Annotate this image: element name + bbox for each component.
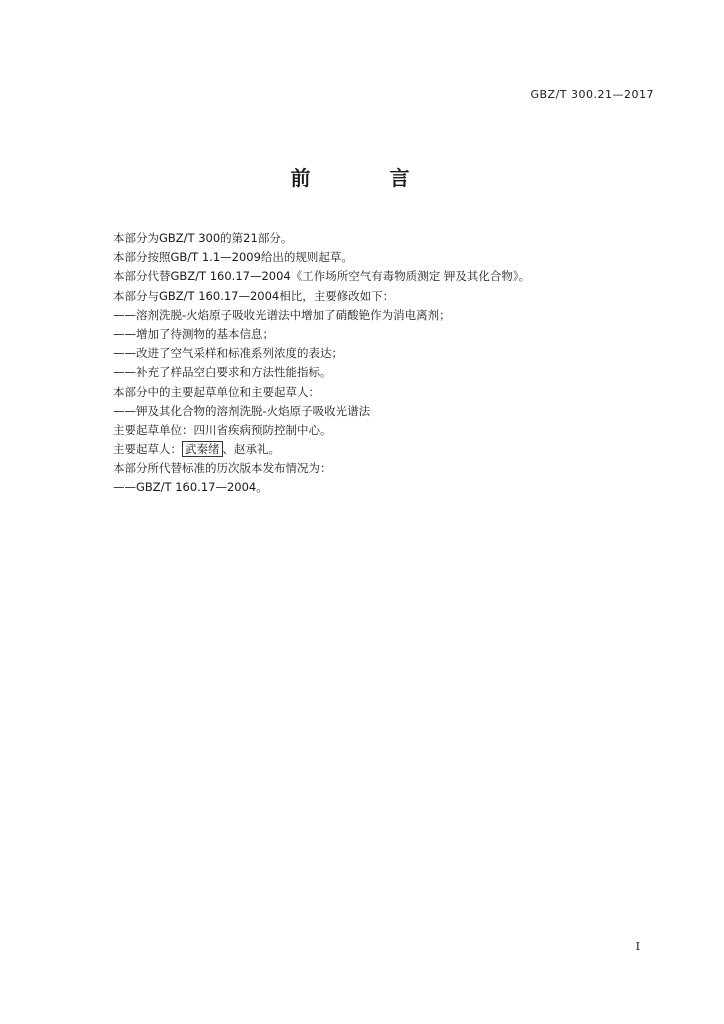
standard-code: GBZ/T 300.21—2017 bbox=[530, 88, 654, 101]
highlighted-name-box: 武秦绪 bbox=[182, 441, 223, 457]
text-line: 本部分为GBZ/T 300的第21部分。 bbox=[113, 231, 293, 245]
page-number: I bbox=[635, 940, 640, 953]
text-line: 本部分所代替标准的历次版本发布情况为： bbox=[113, 461, 332, 476]
text-line: ——GBZ/T 160.17—2004。 bbox=[113, 480, 268, 495]
drafters-prefix: 主要起草人： bbox=[113, 442, 182, 457]
text-line: ——溶剂洗脱-火焰原子吸收光谱法中增加了硝酸铯作为消电离剂； bbox=[113, 307, 451, 322]
text-line: 本部分代替GBZ/T 160.17—2004《工作场所空气有毒物质测定 钾及其化合物》。 bbox=[113, 269, 531, 284]
text-line: 本部分按照GB/T 1.1—2009给出的规则起草。 bbox=[113, 250, 353, 265]
text-line: ——钾及其化合物的溶剂洗脱-火焰原子吸收光谱法 bbox=[113, 403, 371, 418]
text-line: 主要起草单位：四川省疾病预防控制中心。 bbox=[113, 422, 332, 437]
text-line: 本部分与GBZ/T 160.17—2004相比，主要修改如下： bbox=[113, 288, 395, 303]
text-line: ——改进了空气采样和标准系列浓度的表达； bbox=[113, 346, 343, 361]
foreword-body bbox=[113, 229, 633, 498]
text-line: 本部分中的主要起草单位和主要起草人： bbox=[113, 384, 320, 399]
drafters-line bbox=[113, 440, 633, 459]
text-line: ——补充了样品空白要求和方法性能指标。 bbox=[113, 365, 332, 380]
text-line: ——增加了待测物的基本信息； bbox=[113, 326, 274, 341]
drafters-suffix: 、赵承礼。 bbox=[222, 442, 280, 457]
page-title: 前 言 bbox=[290, 166, 446, 190]
